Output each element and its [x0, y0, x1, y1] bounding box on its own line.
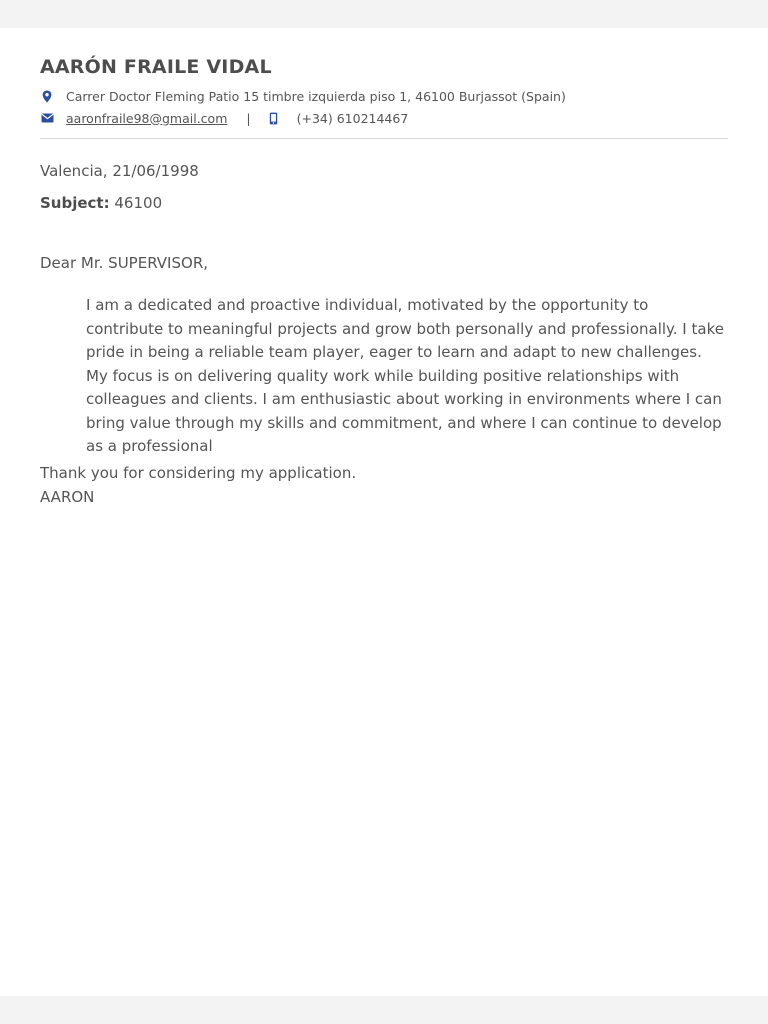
- phone-number: (+34) 610214467: [296, 110, 409, 126]
- letter-date: Valencia, 21/06/1998: [40, 162, 199, 180]
- envelope-icon: [40, 111, 54, 125]
- letter-greeting: Dear Mr. SUPERVISOR,: [40, 254, 209, 272]
- contact-separator: |: [246, 110, 251, 126]
- address-text: Carrer Doctor Fleming Patio 15 timbre izquierda piso 1, 46100 Burjassot (Spain): [66, 88, 566, 104]
- closing-thanks: Thank you for considering my application.: [40, 464, 357, 482]
- subject-label: Subject:: [40, 194, 110, 212]
- map-marker-icon: [40, 89, 54, 103]
- letter-body: I am a dedicated and proactive individual, motivated by the opportunity to contribute to meaningful projects and grow both personally and professionally. I take pride in being a reliable team player, eager to learn and adapt to new challenges. My focus is on delivering quality work while building positive relationships with colleagues and clients. I am enthusiastic about working in environments where I can bring value through my skills and commitment, and where I can continue to develop as a professional: [86, 296, 724, 455]
- signature: AARON: [40, 487, 95, 506]
- letter-closing: [40, 462, 356, 509]
- subject-line: [40, 194, 162, 212]
- contact-row: [40, 110, 408, 126]
- header-divider: [40, 138, 728, 139]
- address-row: [40, 88, 566, 104]
- sender-name: AARÓN FRAILE VIDAL: [40, 56, 272, 78]
- email-link[interactable]: aaronfraile98@gmail.com: [66, 110, 228, 126]
- subject-value: 46100: [114, 194, 163, 212]
- letter-page: [0, 28, 768, 996]
- mobile-phone-icon: [267, 111, 281, 125]
